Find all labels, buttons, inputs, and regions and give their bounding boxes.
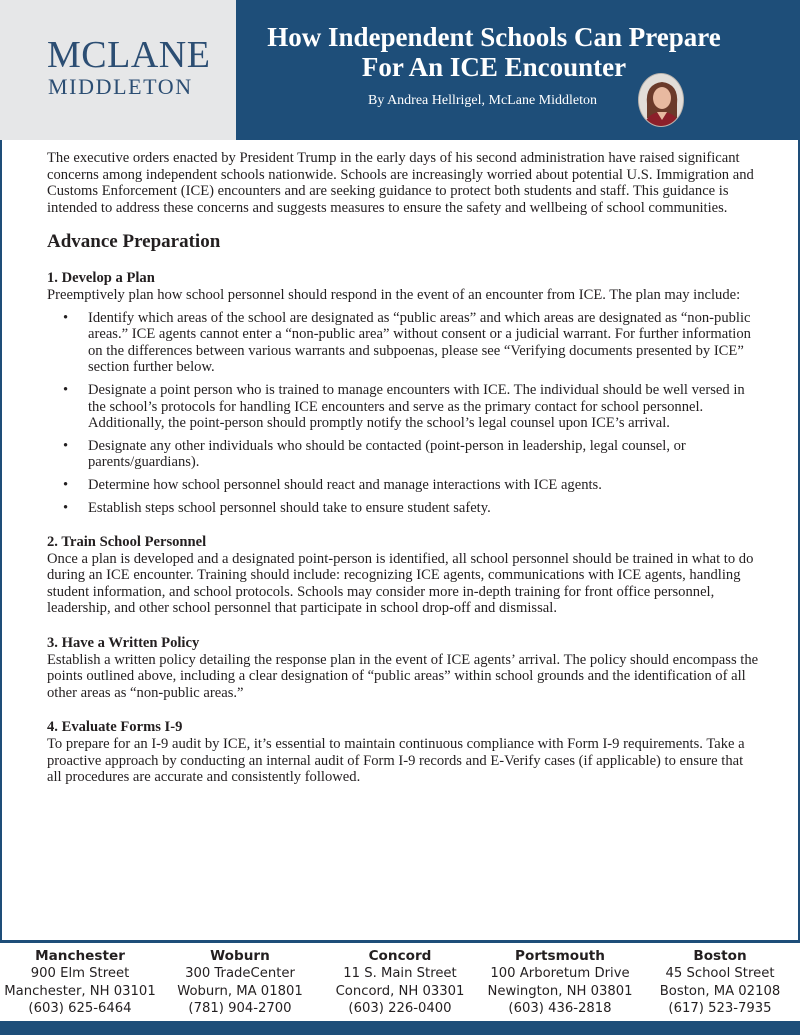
subheading: 3. Have a Written Policy — [47, 635, 200, 652]
list-item — [47, 438, 759, 471]
intro-paragraph: The executive orders enacted by President Trump in the early days of his second administration have raised significant concerns among independent schools nationwide. Schools are increasingly worried about potential U.S. Immigration and Customs Enforcement (ICE) encounters and are seeking guidance to protect both students and staff. This guidance is intended to address these concerns and suggests measures to ensure the safety and wellbeing of school communities. — [47, 150, 754, 216]
firm-logo — [0, 0, 236, 140]
office-locality: Concord, NH 03301 — [335, 983, 465, 999]
logo-line-2: MIDDLETON — [48, 74, 193, 99]
office-directory — [0, 943, 800, 1021]
bullet-list — [47, 310, 759, 517]
title-banner — [236, 0, 800, 140]
office-city: Portsmouth — [515, 948, 605, 964]
office-city: Woburn — [210, 948, 270, 964]
office-phone: (781) 904-2700 — [188, 1001, 292, 1017]
office-woburn — [160, 943, 320, 1021]
list-item — [47, 310, 759, 376]
list-item-text: Designate a point person who is trained to manage encounters with ICE. The individual should be well versed in the school’s protocols for handling ICE encounters and serve as the primary contact for school personnel. Additionally, the point-person should promptly notify the school’s legal counsel upon ICE’s arrival. — [88, 381, 745, 432]
section-heading: Advance Preparation — [47, 231, 221, 253]
list-item-text: Designate any other individuals who should be contacted (point-person in leadership, legal counsel, or parents/guardians). — [88, 437, 686, 471]
subheading: 1. Develop a Plan — [47, 270, 155, 287]
office-phone: (603) 226-0400 — [348, 1001, 452, 1017]
section-train-personnel — [47, 534, 759, 617]
author-photo — [638, 73, 684, 127]
office-locality: Boston, MA 02108 — [659, 983, 781, 999]
list-item — [47, 477, 759, 494]
list-item-text: Identify which areas of the school are designated as “public areas” and which areas are designated as “non-public areas.” ICE agents cannot enter a “non-public area” without consent or a judicial warrant. For further information on the differences between various warrants and subpoenas, please see “Verifying documents presented by ICE” section further below. — [88, 309, 751, 376]
bullet-icon: • — [63, 309, 69, 326]
page-frame-left — [0, 140, 2, 940]
title-line-2: For An ICE Encounter — [361, 52, 627, 82]
subheading: 4. Evaluate Forms I-9 — [47, 719, 183, 736]
office-street: 900 Elm Street — [30, 966, 130, 982]
list-item — [47, 382, 759, 432]
office-street: 45 School Street — [665, 966, 775, 982]
page-header — [0, 0, 800, 140]
office-boston — [640, 943, 800, 1021]
author-byline: By Andrea Hellrigel, McLane Middleton — [368, 93, 597, 108]
section-written-policy — [47, 635, 759, 701]
office-manchester — [0, 943, 160, 1021]
bullet-icon: • — [63, 381, 69, 398]
office-phone: (617) 523-7935 — [668, 1001, 772, 1017]
document-body — [47, 150, 759, 786]
list-item-text: Determine how school personnel should react and manage interactions with ICE agents. — [88, 476, 602, 493]
title-line-1: How Independent Schools Can Prepare — [267, 22, 721, 52]
office-street: 11 S. Main Street — [343, 966, 457, 982]
office-locality: Woburn, MA 01801 — [177, 983, 303, 999]
office-city: Concord — [368, 948, 432, 964]
list-item-text: Establish steps school personnel should take to ensure student safety. — [88, 499, 491, 516]
office-locality: Newington, NH 03801 — [487, 983, 633, 999]
author-portrait-icon — [639, 74, 684, 127]
paragraph: Preemptively plan how school personnel should respond in the event of an encounter from ICE. The plan may include: — [47, 286, 741, 303]
office-street: 300 TradeCenter — [185, 966, 295, 982]
paragraph: Once a plan is developed and a designated point-person is identified, all school personnel should be trained in what to do during an ICE encounter. Training should include: recognizing ICE agents, communications with ICE agents, handling student information, and school protocols. Schools may consider more in-depth training for front office personnel, leadership, and other school personnel that participate in school drop-off and dismissal. — [47, 550, 754, 617]
paragraph: Establish a written policy detailing the response plan in the event of ICE agents’ arrival. The policy should encompass the points outlined above, including a clear designation of “public areas” within school grounds and the identification of all other areas as “non-public areas.” — [47, 651, 759, 701]
office-city: Manchester — [35, 948, 125, 964]
office-concord — [320, 943, 480, 1021]
bullet-icon: • — [63, 437, 69, 454]
paragraph: To prepare for an I-9 audit by ICE, it’s essential to maintain continuous compliance with Form I-9 requirements. Take a proactive approach by conducting an internal audit of Form I-9 records and E-Verify cases (if applicable) to ensure that all procedures are accurate and consistently followed. — [47, 736, 745, 786]
office-phone: (603) 625-6464 — [28, 1001, 132, 1017]
bullet-icon: • — [63, 476, 69, 493]
logo-line-1: MCLANE — [47, 34, 211, 76]
office-portsmouth — [480, 943, 640, 1021]
list-item — [47, 500, 759, 517]
office-phone: (603) 436-2818 — [508, 1001, 612, 1017]
footer-bar — [0, 1021, 800, 1035]
subheading: 2. Train School Personnel — [47, 534, 207, 551]
office-city: Boston — [693, 948, 747, 964]
document-title — [236, 22, 752, 82]
office-street: 100 Arboretum Drive — [490, 966, 630, 982]
office-locality: Manchester, NH 03101 — [4, 983, 156, 999]
bullet-icon: • — [63, 499, 69, 516]
section-develop-plan — [47, 270, 759, 516]
section-evaluate-forms — [47, 719, 759, 785]
